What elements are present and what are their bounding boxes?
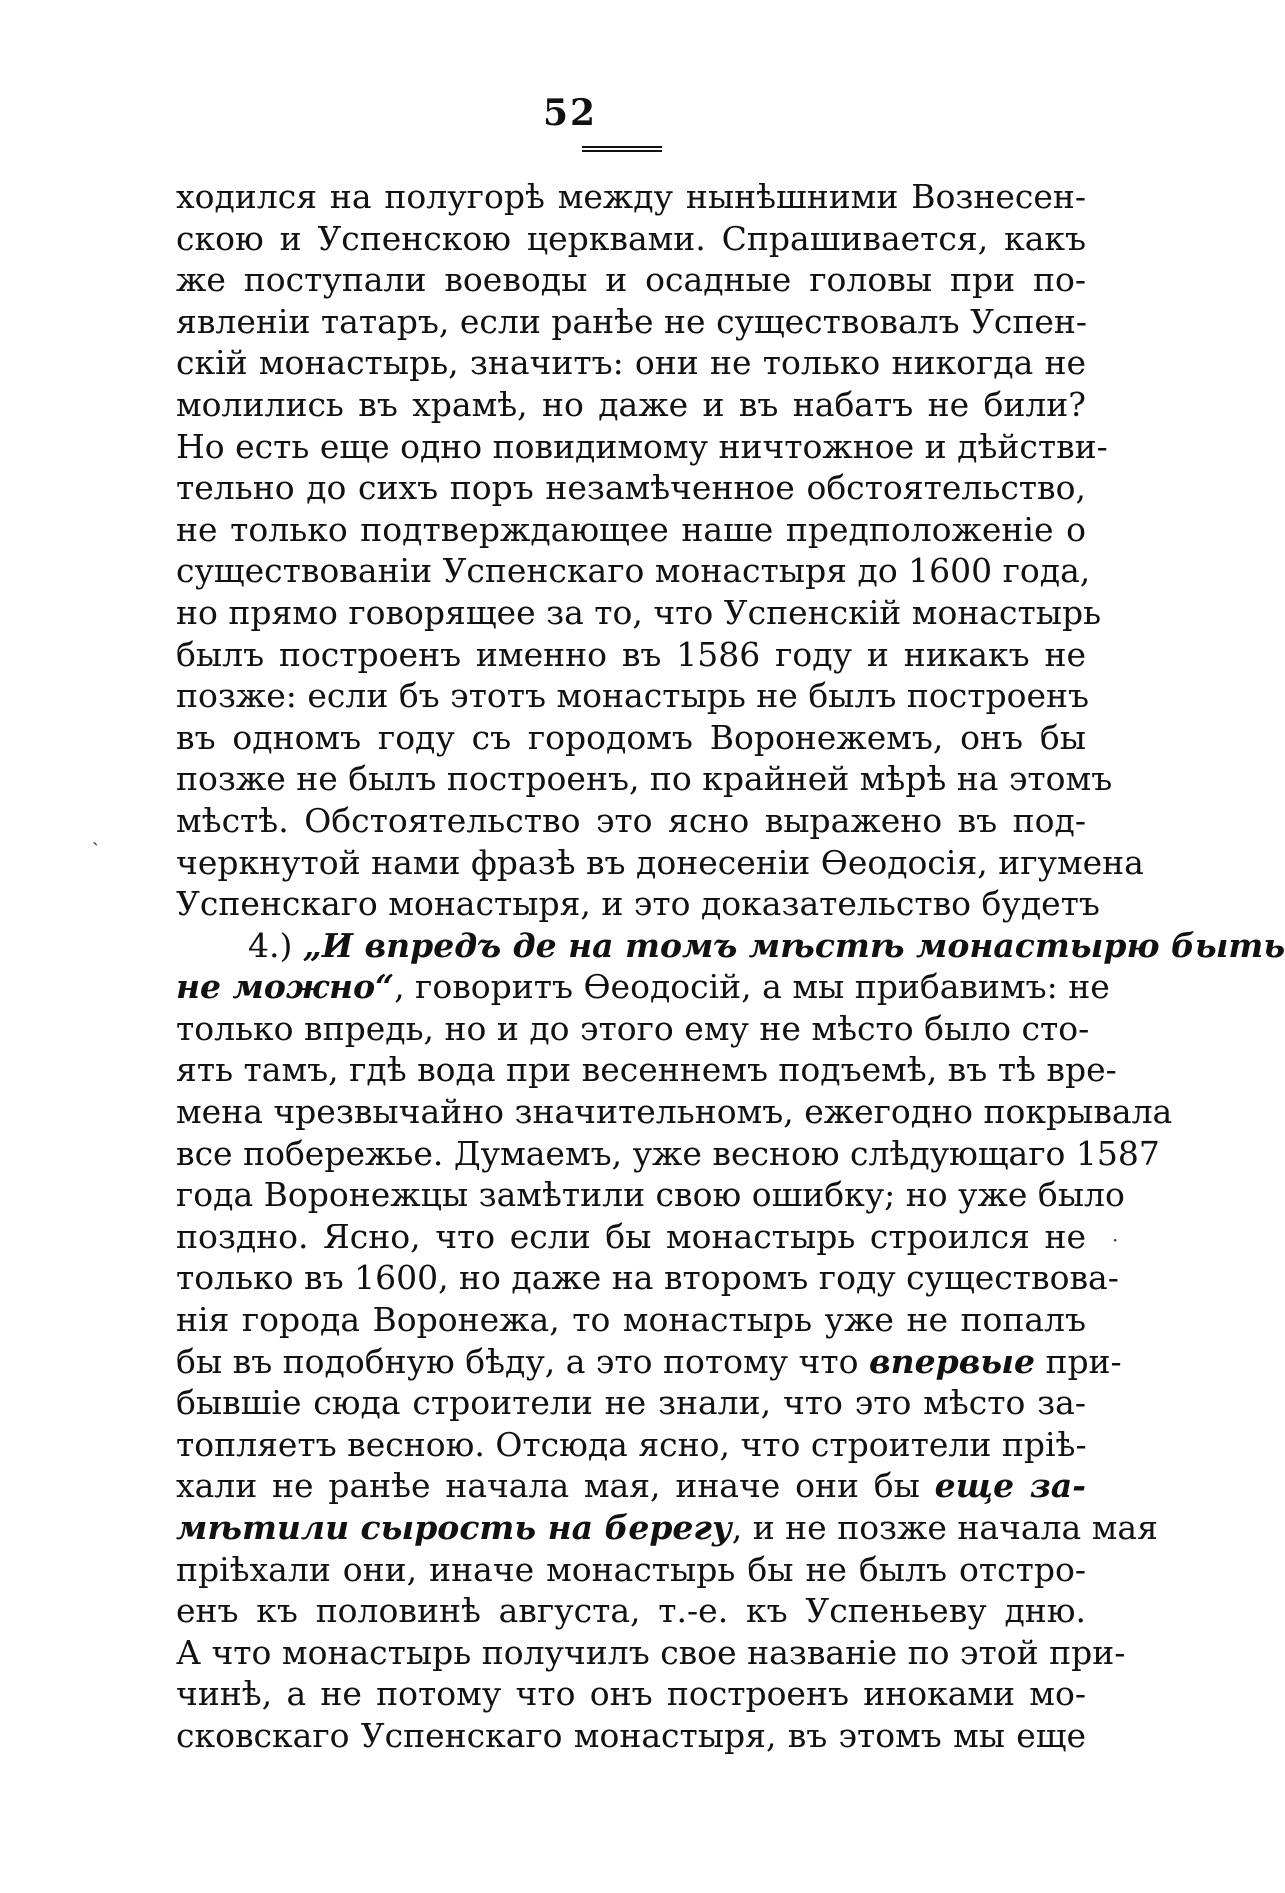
text-line: [176, 675, 1090, 717]
text-line: [176, 1257, 1119, 1299]
emphasized-text: „И впредъ де на томъ мѣстѣ монастырю быть: [302, 925, 1285, 965]
text-line: [176, 717, 1086, 759]
text-line: [176, 758, 1113, 800]
text-segment: енъ къ половинѣ августа, т.-е. къ Успеньеву дню.: [176, 1591, 1086, 1631]
body-text: [176, 176, 1285, 1757]
text-segment: позже не былъ построенъ, по крайней мѣрѣ на этомъ: [176, 759, 1113, 799]
text-segment: нія города Воронежа, то монастырь уже не попалъ: [176, 1300, 1086, 1340]
text-segment: хали не ранѣе начала мая, иначе они бы: [176, 1466, 935, 1506]
text-line: [176, 426, 1108, 468]
text-segment: года Воронежцы замѣтили свою ошибку; но уже было: [176, 1175, 1125, 1215]
text-line: [176, 1341, 1122, 1383]
text-line: [176, 384, 1086, 426]
text-segment: не только подтверждающее наше предположеніе о: [176, 509, 1086, 549]
text-line: [176, 883, 1100, 925]
text-segment: топляетъ весною. Отсюда ясно, что строители пріѣ-: [176, 1424, 1087, 1464]
text-segment: молились въ храмѣ, но даже и въ набатъ не били?: [176, 384, 1086, 424]
text-line: [176, 342, 1086, 384]
text-line: [176, 1673, 1086, 1715]
emphasized-text: мѣтили сырость на берегу: [176, 1508, 732, 1547]
text-segment: бывшіе сюда строители не знали, что это мѣсто за-: [176, 1383, 1086, 1423]
text-segment: ять тамъ, гдѣ вода при весеннемъ подъемѣ, въ тѣ вре-: [176, 1050, 1117, 1090]
text-line: [176, 1008, 1090, 1050]
page-number-rule: [582, 146, 662, 152]
text-line: [176, 1091, 1173, 1133]
text-segment: Но есть еще одно повидимому ничтожное и дѣйстви-: [176, 426, 1108, 466]
text-line: [176, 800, 1086, 842]
text-line: [176, 1424, 1086, 1466]
text-line: [176, 1465, 1086, 1507]
text-segment: тельно до сихъ поръ незамѣченное обстоятельство,: [176, 468, 1086, 508]
text-segment: все побережье. Думаемъ, уже весною слѣдующаго 1587: [176, 1133, 1160, 1173]
text-line: [176, 1382, 1086, 1424]
text-segment: былъ построенъ именно въ 1586 году и никакъ не: [176, 634, 1086, 674]
text-line: [176, 1049, 1117, 1091]
text-segment: только въ 1600, но даже на второмъ году существова-: [176, 1258, 1119, 1298]
emphasized-text: еще за-: [934, 1466, 1086, 1506]
text-segment: А что монастырь получилъ свое названіе по этой при-: [176, 1632, 1126, 1672]
text-line: [176, 1216, 1086, 1258]
emphasized-text: впервые: [868, 1341, 1035, 1381]
text-segment: въ одномъ году съ городомъ Воронежемъ, онъ бы: [176, 717, 1086, 757]
text-segment: при-: [1034, 1341, 1122, 1381]
text-segment: позже: если бъ этотъ монастырь не былъ построенъ: [176, 676, 1090, 716]
text-line: [176, 1133, 1160, 1175]
text-line: [176, 467, 1086, 509]
text-line: [176, 966, 1110, 1008]
text-segment: пріѣхали они, иначе монастырь бы не былъ отстро-: [176, 1549, 1086, 1589]
text-line: [176, 1590, 1086, 1632]
text-line: [176, 592, 1102, 634]
text-segment: сковскаго Успенскаго монастыря, въ этомъ мы еще: [176, 1715, 1086, 1755]
text-line: [176, 1715, 1086, 1757]
text-segment: черкнутой нами фразѣ въ донесеніи Ѳеодосія, игумена: [176, 842, 1144, 882]
text-line: [176, 550, 1091, 592]
text-segment: Успенскаго монастыря, и это доказательство будетъ: [176, 884, 1100, 924]
text-segment: только впредь, но и до этого ему не мѣсто было сто-: [176, 1008, 1090, 1048]
text-line: [176, 925, 1285, 967]
text-line: [176, 1174, 1125, 1216]
text-line: [176, 301, 1086, 343]
page-number: 52: [542, 92, 598, 134]
text-segment: но прямо говорящее за то, что Успенскій монастырь: [176, 592, 1102, 632]
text-segment: скій монастырь, значитъ: они не только никогда не: [176, 343, 1086, 383]
margin-tick-mark: ˎ: [92, 822, 99, 846]
text-segment: существованіи Успенскаго монастыря до 1600 года,: [176, 551, 1091, 591]
text-segment: скою и Успенскою церквами. Спрашивается, какъ: [176, 218, 1086, 258]
text-line: [176, 842, 1144, 884]
text-segment: же поступали воеводы и осадные головы при по-: [176, 260, 1086, 300]
text-line: [176, 634, 1086, 676]
text-line: [176, 218, 1086, 260]
text-segment: поздно. Ясно, что если бы монастырь строился не: [176, 1216, 1086, 1256]
text-line: [176, 259, 1086, 301]
text-segment: мена чрезвычайно значительномъ, ежегодно покрывала: [176, 1092, 1173, 1132]
text-segment: чинѣ, а не потому что онъ построенъ иноками мо-: [176, 1674, 1086, 1714]
emphasized-text: не можно“: [176, 967, 395, 1007]
text-segment: бы въ подобную бѣду, а это потому что: [176, 1341, 869, 1381]
text-segment: 4.): [248, 925, 303, 965]
text-segment: ходился на полугорѣ между нынѣшними Вознесен-: [176, 177, 1086, 216]
text-line: [176, 1632, 1126, 1674]
text-segment: мѣстѣ. Обстоятельство это ясно выражено въ под-: [176, 800, 1086, 840]
text-line: [176, 176, 1086, 218]
text-line: [176, 509, 1086, 551]
text-line: [176, 1507, 1158, 1549]
text-segment: , и не позже начала мая: [731, 1508, 1158, 1547]
text-line: [176, 1549, 1086, 1591]
text-line: [176, 1299, 1086, 1341]
text-segment: явленіи татаръ, если ранѣе не существовалъ Успен-: [176, 301, 1088, 341]
text-segment: , говоритъ Ѳеодосій, а мы прибавимъ: не: [394, 967, 1110, 1007]
margin-dot-mark: ·: [1112, 1228, 1119, 1252]
